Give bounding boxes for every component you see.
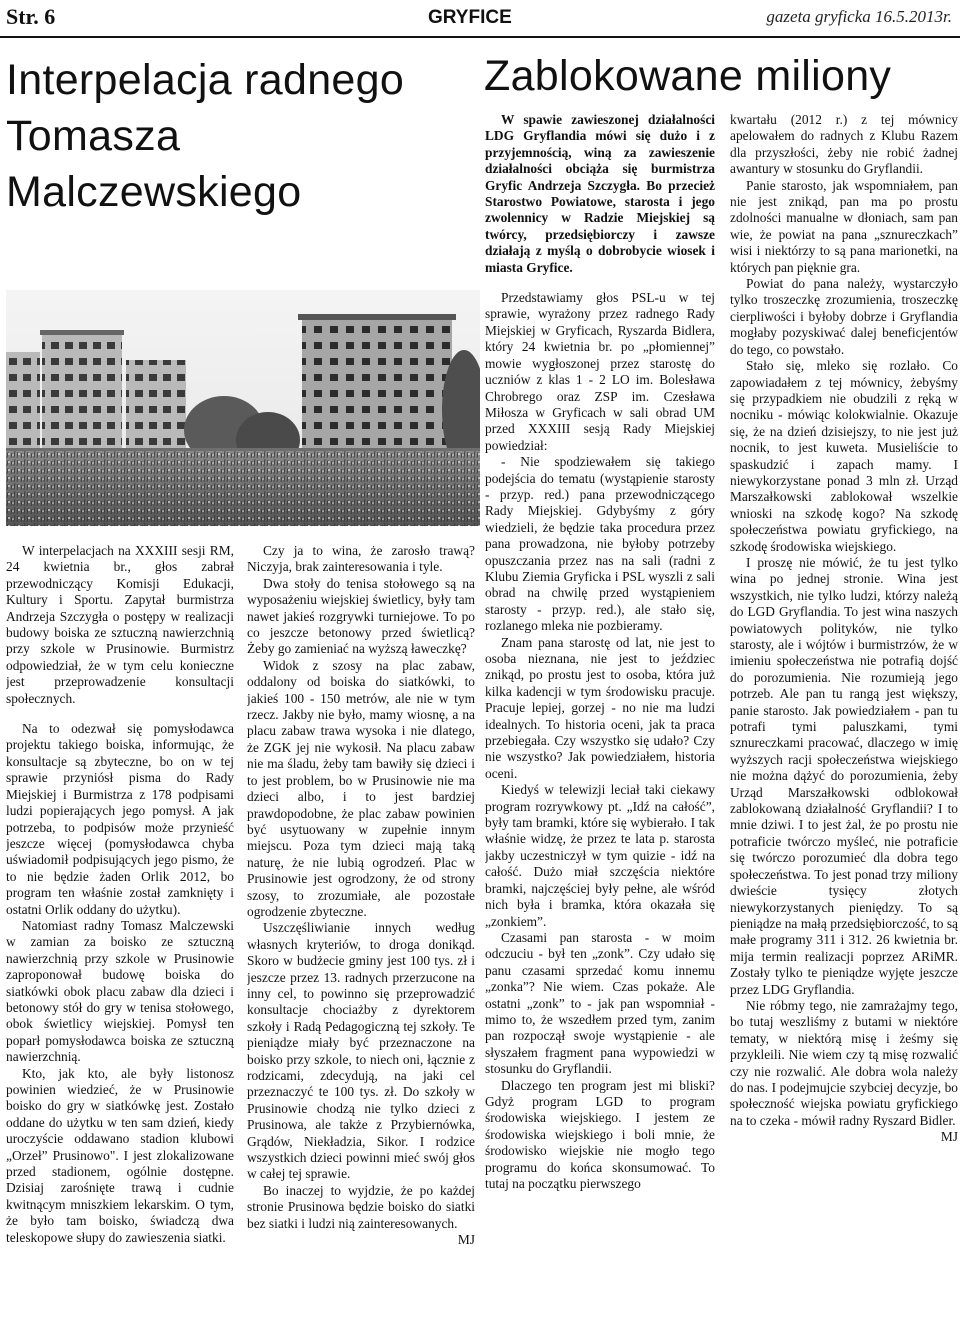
section-name: GRYFICE [428, 7, 512, 28]
article1-paragraph: W interpelacjach na XXXIII sesji RM, 24 kwietnia br., głos zabrał przewodniczący Komisji Edukacji, Kultury i Sportu. Zapytał burmistrza Andrzeja Szczygła o postępy w realizacji budowy boiska ze sztuczną nawierzchnią przy szkole w Prusinowie. Burmistrz odpowiedział, że w tym celu konieczne jest przeprowadzenie konsultacji społecznych. [6, 543, 234, 706]
article1-paragraph: Widok z szosy na plac zabaw, oddalony od boiska do siatkówki, to jakieś 100 - 150 metrów, ale nie w tym rzecz. Jakby nie było, mamy wiosnę, a na placu zabaw trawa wysoka i nie dlatego, że ZGK jej nie wykosił. Na placu zabaw nie ma śladu, żeby tam bawiły się dzieci i to jest problem, bo w Prusinowie nie ma dzieci albo, i to jest bardziej prawdopodobne, że plac zabaw powinien być usytuowany w zupełnie innym miejscu. Poza tym dzieci mają taką naturę, że nie lubią ogrodzeń. Plac w Prusinowie jest ogrodzony, że od strony szosy, to zrozumiałe, ale pozostałe ogrodzenie zbyteczne. [247, 657, 475, 919]
article1-paragraph: Czy ja to wina, że zarosło trawą? Niczyja, brak zainteresowania i tyle. [247, 543, 475, 575]
article1-title: Interpelacja radnego Tomasza Malczewskiego [6, 56, 405, 216]
article2-title: Zablokowane miliony [484, 52, 892, 100]
article1-paragraph: Bo inaczej to wyjdzie, że po każdej stronie Prusinowa będzie boisko do siatki bez siatki i ludzi nią zainteresowanych. [247, 1182, 475, 1231]
article2-paragraph: I proszę nie mówić, że tu jest tylko wina po jednej stronie. Wina jest wszystkich, nie tylko ludzi, którzy należą do LGD Gryflandia. To jest wina naszych powiatowych polityków, nie tylko starosty, ale i wójtów i burmistrzów, że w imieniu społeczeństwa nie potrafią dojść do porozumienia. Nie rozumieją jego potrzeb. Ale pan tu rangą jest większy, panie starosto. Jak powiedziałem - pan tu potrafi tymi paluszkami, tymi sznureczkami pracować, dlaczego w imię wyższych racji społeczeństwa wiejskiego nie można dążyć do porozumienia, żeby Urząd Marszałkowski odblokował zablokowaną działalność Gryflandii? I to mnie dziwi. I to jest żal, że po prostu nie potraficie twórczo myśleć, nie potraficie się twórczo porozumieć dla dobra tego społeczeństwa. To jest ponad trzy miliony dwieście tysięcy złotych niewykorzystanych pieniędzy. To są pieniądze na małą przedsiębiorczość, to są małe programy 311 i 312. 26 kwietnia br. mija termin realizacji poprzez ARiMR. Zostały tylko te pieniądze wyjęte jeszcze przez LDG Gryflandia. [730, 554, 958, 997]
article1-paragraph: Kto, jak kto, ale były listonosz powinien wiedzieć, że w Prusinowie boisko do gry w siatkówkę jest. Zostało oddane do użytku w ten sam dzień, kiedy uroczyście oddawano stadion klubowi „Orzeł” Prusinowo". I jest zlokalizowane przed stadionem, ogólnie dostępne. Dzisiaj zarośnięte trawą i cudnie kwitnącym mniszkiem lekarskim. O tym, że było tam boisko, świadczą dwa teleskopowe słupy do zawieszenia siatki. [6, 1065, 234, 1245]
article2-paragraph: Przedstawiamy głos PSL-u w tej sprawie, wyrażony przez radnego Rady Miejskiej w Gryficach, Ryszarda Bidlera, który 24 kwietnia br. po „płomiennej” mowie wygłoszonej przez starostę do uczniów z klas 1 - 2 LO im. Bolesława Chrobrego oraz ZSP im. Czesława Miłosza w Gryficach w sali obrad UM przed XXXIII sesją Rady Miejskiej powiedział: [485, 290, 715, 453]
article2-column-2 [730, 112, 958, 1332]
article1-paragraph: Uszczęśliwianie innych według własnych kryteriów, to droga donikąd. Skoro w budżecie gminy jest 100 tys. zł i jeszcze przez 13. radnych przerzucone na inny cel, to powinno się przeprowadzić konsultacje chociażby z dyrektorem szkoły i Radą Pedagogiczną tej szkoły. Te pieniądze miały być przeznaczone na boisko przy szkole, to niech oni, łącznie z rodzicami, zdecydują, na jaki cel przeznaczyć te 100 tys. zł. Do szkoły w Prusinowie chodzą nie tylko dzieci z Prusinowa, ale także z Przybiernówka, Grądów, Niekładzia, Sikor. I rodzice wszystkich dzieci powinni mieć swój głos w całej tej sprawie. [247, 920, 475, 1182]
article2-paragraph: kwartału (2012 r.) z tej mównicy apelowałem do radnych z Klubu Razem dla przyszłości, żeby nie robić żadnej awantury w stosunku do Gryflandii. [730, 112, 958, 177]
article1-paragraph: Natomiast radny Tomasz Malczewski w zamian za boisko ze sztuczną nawierzchnią przy szkole w Prusinowie zaproponował budowę boiska do siatkówki obok placu zabaw dla dzieci i betonowy stół do gry w tenisa stołowego, obok świetlicy wiejskiej. Pomysł ten poparł pomysłodawca boiska ze sztuczną nawierzchnią. [6, 917, 234, 1065]
article2-lead: W spawie zawieszonej działalności LDG Gryflandia mówi się dużo i z przyjemnością, winą za zawieszenie działalności obciąża się burmistrza Gryfic Andrzeja Szczygła. Bo przecież Starostwo Powiatowe, starosta i jego zwolennicy w Radzie Miejskiej są twórcy, przedsiębiorczy i zawsze działają z myślą o dobrobycie wiosek i miasta Gryfice. [485, 112, 715, 275]
article2-signature: MJ [940, 1129, 958, 1145]
article2-paragraph: Dlaczego ten program jest mi bliski? Gdyż program LGD to program środowiska wiejskiego. I jestem ze środowiska wiejskiego i boli mnie, że środowisko wiejskie nie mogło tego programu do końca skonsumować. To tutaj na początku pierwszego [485, 1077, 715, 1191]
article1-column-2 [247, 543, 475, 1333]
article2-paragraph: Panie starosto, jak wspomniałem, pan nie jest znikąd, pan ma po prostu zdolności manualne w dłoniach, sam pan wie, że powiat na pana „sznureczkach” wisi i niektórzy to są pana marionetki, na których pan pięknie gra. [730, 177, 958, 275]
article2-paragraph: Nie róbmy tego, nie zamrażajmy tego, bo tutaj weszliśmy z butami w niektóre tematy, w niektórą misę i żeśmy się przykleili. Nie wiem czy tą misę rozwalić czy nie rozwalić. Ale dobra wola należy do nas. I podejmujcie szybciej decyzje, bo społeczność wiejska powiatu gryfickiego na to czeka - mówił radny Ryszard Bidler. [730, 997, 958, 1128]
article1-column-1 [6, 543, 234, 1333]
article2-paragraph: Stało się, mleko się rozlało. Co zapowiadałem z tej mównicy, żebyśmy się przypadkiem nie obudzili z ręką w nocniku - mówiąc kolokwialnie. Okazuje się, że na dzień dzisiejszy, to nie jest już nocnik, to jest kuweta. Musieliście to spaskudzić i zapach mamy. I niewykorzystane ponad 3 mln zł. Urząd Marszałkowski zablokował wszelkie wnioski na szkodę kogo? Na szkodę społeczeństwa powiatu gryfickiego, na szkodę środowiska wiejskiego. [730, 358, 958, 554]
article2-paragraph: - Nie spodziewałem się takiego podejścia do tematu (wystąpienie starosty - przyp. red.) pana przewodniczącego Rady Miejskiej. Gdybyśmy z góry wiedzieli, że będzie taka procedura przez pana prowadzona, nie byłoby potrzeby opuszczania przez nas na sali (radni z Klubu Ziemia Gryficka i PSL wyszli z sali obrad na chwilę przed wystąpieniem starosty - przyp. red.), ale stało się, rozlanego mleka nie pozbieramy. [485, 454, 715, 634]
apartment-blocks-photo [6, 290, 480, 526]
article1-signature: MJ [457, 1232, 475, 1248]
article2-paragraph: Kiedyś w telewizji leciał taki ciekawy program rozrywkowy pt. „Idź na całość”, były tam bramki, które się wybierało. I tak właśnie widzę, że przez te lata p. starosta jakby uczestniczył w tym quizie - idź na całość. Dużo miał szczęścia niektóre bramki, najczęściej były pełne, ale wśród nich była i bramka, która okazała się „zonkiem”. [485, 782, 715, 929]
issue-date: gazeta gryficka 16.5.2013r. [766, 7, 952, 26]
page-header [0, 0, 960, 36]
article2-paragraph: Czasami pan starosta - w moim odczuciu - był ten „zonk”. Czy udało się panu czasami sprzedać komu innemu „zonka”? Nie wiem. Czas pokaże. Ale ostatni „zonk” to - jak pan wspomniał - mimo to, że wszedłem przed tym, zanim pan rozpoczął swoje wystąpienie - ale słyszałem fragment pana wypowiedzi w stosunku do Gryflandii. [485, 929, 715, 1077]
article2-column-1 [485, 112, 715, 1332]
header-rule [0, 36, 960, 38]
article2-paragraph: Znam pana starostę od lat, nie jest to osoba nieznana, nie jest to jeździec znikąd, po prostu jest to osoba, która już kilka kadencji w tym środowisku pracuje. Pracuje lepiej, gorzej - no nie ma ludzi idealnych. To historia oceni, jak ta praca przebiegała. Czy wszystko się udało? Czy nie wszystko? Jak powiedziałem, historia oceni. [485, 634, 715, 781]
article2-paragraph: Powiat do pana należy, wystarczyło tylko troszeczkę zrozumienia, troszeczkę cierpliwości i byłoby dobrze i Gryflandia mogłaby pozyskiwać dalej beneficjentów do tego, co powstało. [730, 276, 958, 357]
page-number: Str. 6 [6, 4, 56, 29]
article1-paragraph: Dwa stoły do tenisa stołowego są na wyposażeniu wiejskiej świetlicy, były tam nawet jakieś rozgrywki turniejowe. To po co jeszcze betonowy przed świetlicą? Żeby go zamieniać na wyższą ławeczkę? [247, 575, 475, 657]
article1-paragraph: Na to odezwał się pomysłodawca projektu takiego boiska, informując, że konsultacje są zbyteczne, bo on w tej sprawie przyniósł pisma do Rady Miejskiej i Burmistrza z 178 podpisami ludzi popierających jego pomysł. A jak potrzeba, to podpisów może przynieść jeszcze więcej (pomysłodawca chyba uświadomił podpisujących jego pismo, że to nie będzie żaden Orlik 2012, bo program ten właśnie został zamknięty i ostatni Orlik oddany do użytku). [6, 721, 234, 917]
